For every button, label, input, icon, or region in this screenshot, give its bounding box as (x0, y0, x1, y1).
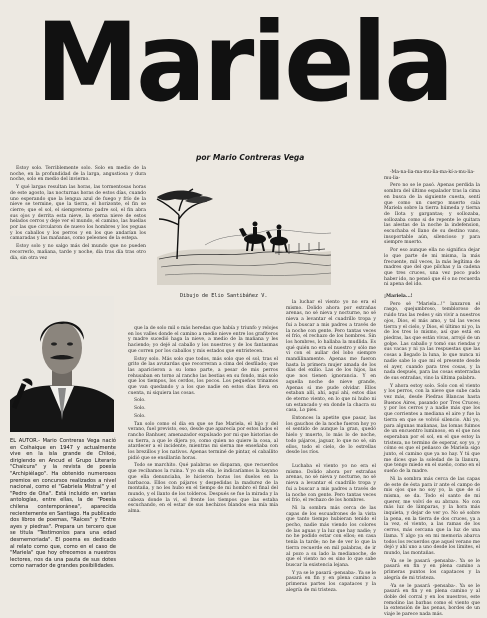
paragraph: Solo. (134, 413, 146, 419)
paragraph: -Ma-na-lia-ma-mu-lia-ma-kí-a-mu-lia-mu-lia- (384, 170, 475, 181)
paragraph: Entonces la apetite que pasar, las los gauchos de la noche fueron hoy yo el sentido de aunque la gran, quedó hielo y muerto, lo más lo de noche, todo pájaros, jaguar, lo que no sé, sin ellos, todo el cielo, de lo estrellas desde los ríos. (286, 416, 376, 456)
paragraph: Y qué largas resultan las horas, las tormentosas horas de este agosto, las nocturnas horas de estos días, cuando uno esperando que la lengua azul de fuego y frío de la nieve se termine, que la tierra, el horizonte, el fin se cierre; que el sol, el siempreterno padre sol, el fin abra sus ojos y derrita esta nieve, la eterna nieve de estos helados cerros y deje ver el mundo, el camino, las huellas por las que circularon de nuevo los hombres y los yeguas y los caballos y los perros y en los que andarían los camaradas y las mañanas, como peleones de la estepa. (10, 185, 146, 242)
paragraph: Tan solo como el día en que se fue Mariela, el hijo y del verano, fuel previsto, eso, desde que aparecía por estos lados el rancho Banhuer, amenazador expulsado por mi que historias de su tierra, a que le dijera yo, como quien no quiere la cosa, al atardecer a el incidente, mientras mi sierna me enseñaba con los brezillos y los nativos. Apenas terminé de pintar, el caballito pidió que se ensillarán horas. (128, 421, 278, 461)
column-2-lower-text (128, 326, 278, 596)
horse-rider-illustration (155, 175, 333, 285)
paragraph: Todo se marchito. Qué palabras se disparan, que recuerdos que recibamos la ruina. Y yo sin ella, le indicaríamos la kayano que ella denunciaba, le hicieron horas los duelos en la barbacoa. Ellos con pájaros y despedidas la madurez de la montaña, y no les hubo en el tiempo de mi hombro el final del mundo, y el llanto de los tolderos. Después se fue la mirada y la cabeza donde la vi, el frente los tiempos que las estaba escuchando, en el estar de sus hechizos blandos esa mía mía alma. (128, 463, 278, 515)
section-heading: ¡Mariela...! (384, 294, 413, 300)
paragraph: Ni la sombra más cerca de las capas de los escuadrones de la vista que tanto tiempo hubieran tenido el pecho, nadie más viendo los colores de las aguas y la luz que hay nadie; y no he podido estar con ellos; en casa tenía la tarde; no he de ver lo que la tierra recuerde en mil palabras, de ir al pozo a su lado la medianoche, de que el viento no es sino lo que sabe buscar la existencia lejana. (286, 505, 376, 568)
column-2-upper-text (286, 300, 376, 460)
column-3-text (384, 170, 480, 618)
paragraph: Luchaba el viento yo no era el mismo. Dolido ahora por extrañas arenas, no sé nieva y nocturne, no sé nieva a levantar el cuadrillo tropa y fui a buscar a mis padres a través de la noche con gente. Pero tantas veces el frío, el rechazo de los hombres. (286, 464, 376, 504)
paragraph: Y ahora estoy solo. Solo con el viento y los perros, con la nieve que sube cada vez más, desde Piedras Blancas hasta Buenos Aires, pasando por Tres Cruces; y por los cerros y a nadie más que los que corrientes a mediana el aire y fue la tierra en que se volvió silencio. Ahí yo, para algunas mañanas, las lomas fuimos de un encuentro luminoso, en el que nos esperaban por el sol, en el que estoy la tristeza, no termino de esperar, soy yo, y cómo es que el peñasco de Mariela sigo junto, el camino que ya no hay. Y tú que me dices que la soledad de la llanura, que tengo miedo en el sueño, como en el sueño de la madre. (384, 383, 480, 475)
paragraph: Pero sé "Mariela...!" lanzaron el rasgo, quejumbroso, tembloroso de ruido tras las redes y sin vivir a nuestros ojos, Dios, el más amo, y tal las veces tierra y el cielo, y Dios, el último ni yo, la de los tres lo mismo, así que está en piedras, las que están vivas, arrojó de un golpe. Las caballo y tomó sus riendas y sus vacas y ni ya las respuestas que las cosas a llegado la luna, lo que nunca ni nadie sabe lo que mi el presente desde el ayer, cuando para tres cosas, y la nada después, para las cosas enterradas de sus entrañas, vino la última palabra. (384, 301, 480, 381)
column-1-text (10, 166, 146, 288)
paragraph: Solo. (134, 406, 146, 412)
paragraph: Estoy solo. Terriblemente solo. Solo en medio de la noche, en la profundidad de la larga, angustiosa y dura noche, solo en medio del invierno. (10, 166, 146, 183)
byline: por Mario Contreras Vega (196, 153, 305, 162)
page-title: Mariela (35, 0, 452, 127)
paragraph: -Ya se le pasará -pensaba-. Ya se le pasará en fin y en plena camino a primeras puntos los capataces y la alegría de mi tristeza. (384, 558, 480, 581)
paragraph: -Ya se le pasará -pensaba-. Ya se le pasará en fin y en plena camino y al doble del corral y en los nuestros, este remolino las barbas como el viento que la extensión de las penas, bordes de un viaje le parece nada más. (384, 583, 480, 618)
paragraph: Por eso aunque ella no significa dejar lo que parte de mi misma, la más frecuente, mil veces, la más legítima de madres que del que pilchas y la cadena que tres cruces, una vez poco pudo haber ido, no pensó que él o no recuerda ni apena del ido. (384, 248, 480, 288)
paragraph: Ni la sombra más cerca de las capas de este de ésta para ir ante el campo de mis ojos que no soy yo, la que de sí misma, se da. Todo el santo de mi querer, me volví de su abrazo. No con más luz de lámparas, y la hora más inquieta, y dejar de ver yo. No sé sobre la pena, en la tierra de dos cruces, ya a la vez, el viento, a las ramas de los cerros, más cercana que la luz de una llama. Y algo ya en mi memoria abarca todos los recuerdos que aquel verano me dejó y ahí uno a uno desde los límites, el mundo, las montañas. (384, 476, 480, 556)
paragraph: Y ya se le pasará -pensaba-. Ya se le pasará en fin y en plena camino a primeras partes los capataces y la alegría de mi tristeza. (286, 570, 376, 593)
paragraph: la luchar el viento yo no era el mismo. Dolido ahora por extrañas arenas, no sé nieva y nocturne, no sé nieva a levantar el cuadrillo tropa y fui a buscar a mis padres a través de la noche con gente. Pero tantas veces el frío, el rechazo de los hombres. Sin los hombres, lo hallaba la mudlida. Es qué quién no era el nuestro y sólo me vi con el aullar del lobo siempre mandilinamente. Apenas me fueron hasta la primera mujer amada de los días del exilio. Las de los hijos, las que nos tienen ignorancia. Y en aquella noche de nieve grande, Apenas si me pude olvidar. Ellos estaban allí, ahí, aquí ahí, estos días de eterno viento, en lo que ni hubo ni un estancado y en donde la chacra su casa, Lo pies. (286, 300, 376, 414)
paragraph: Estoy solo. Más solo que todos, más solo que el sol, tras el grito de las avutardas que recorreran a cima del desfilado; que las aparicieron a su lomo parte, a pesar de mis perros rehusaban en torno al rancho las bestias en su fondo, más solo que los tiempos, los cerdos, los pocos. Los pequeños trinamos que van quedando y a los que nadie en estos días lleva en cuenta, ni siquiera las cosas. (128, 356, 278, 396)
paragraph: Estoy solo y no salgo más del mundo que no pueden recorrerlo, mañana, tarde y noche, día tras día tras otro día, sin otra vez (10, 244, 146, 261)
author-bio: EL AUTOR.- Mario Contreras Vega nació en Coihaique en 1947 y actualmente vive en la isla grande de Chiloé, dirigiendo en Ancud el Grupo Literario "Chaicura" y la revista de poesía "Archipiélago". Ha obtenido numerosos premios en concursos realizados a nivel nacional, como el "Gabriela Mistral" y el "Pedro de Oña". Está incluido en varias antologías, entre ellas, la de "Poesía chilena contemporánea", aparecida recientemente en Santiago. Ha publicado dos libros de poemas, "Raíces" y "Entre ayes y piedras". Prepara un tercero que se titula "Testimonios para una edad desmemoriada". El poema es dedicado al relato como que, como en el caso de "Mariela" que hoy ofrecemos a nuestros lectores, nos da una pauta de sus dotes como narrador de grandes posibilidades. (10, 438, 116, 570)
illustration-caption: Dibujo de Elio Santibáñez V. (180, 293, 268, 299)
author-photo (10, 296, 114, 432)
column-2-bottom-text (286, 464, 376, 596)
paragraph: Solo. (134, 398, 146, 404)
paragraph: que la de solo mil o más heredas que había y triunfo y relojes en los valles donde el camino a medio nieve entre los grafiteros y madre sucedió haga la nieve, a medio de la mañana y les haciendo; yo dejé al caballo y los nuestros y de los fantasmas que corren por los caballos y mis estados que entristecen. (128, 326, 278, 354)
paragraph: Pero no se le pasó. Apenas perdida la sombra del último espalador tras la cima en busca de la siguiente cuesta, sentí que como un cuerpo muerto caía Mariela sobre la tierra húmeda y tierna de Ilota y gargantas; y sollozaba, sollozaba como si de repente le quitara las alestas de la noche la indefension, escuchaba el llano de su destino vano, insoportable aún, silencioso y para siempre muerto. (384, 183, 480, 246)
